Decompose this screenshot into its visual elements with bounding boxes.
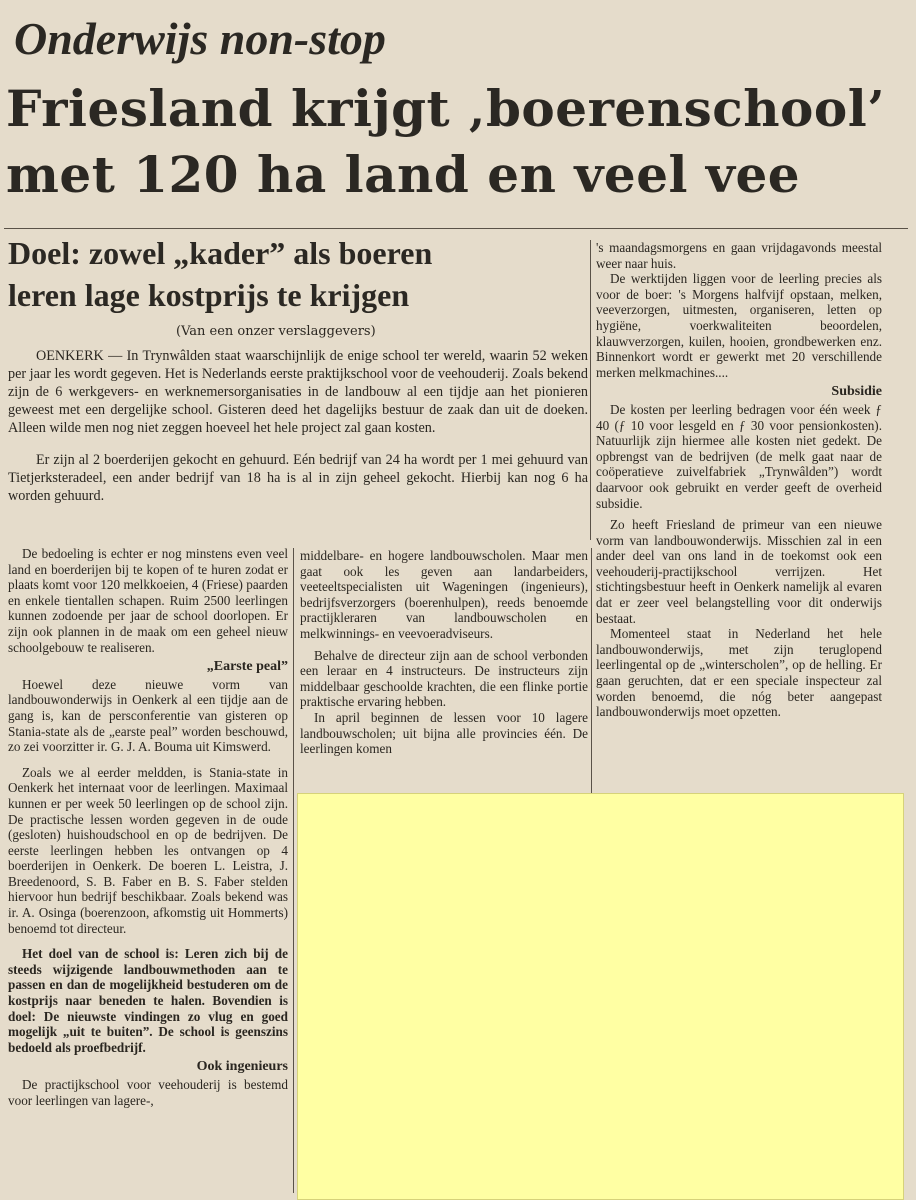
highlight-placeholder-box xyxy=(297,793,904,1200)
headline-line-2: met 120 ha land en veel vee xyxy=(6,145,801,204)
headline-rule xyxy=(4,228,908,229)
body-paragraph: 's maandagsmorgens en gaan vrijdagavonds meestal weer naar huis. xyxy=(596,240,882,271)
kicker-title: Onderwijs non-stop xyxy=(14,13,386,64)
body-paragraph: Zo heeft Friesland de primeur van een nieuwe vorm van landbouwonderwijs. Misschien zal in een ander deel van ons land in de toekomst ook een veehouderij-practijkschool verrijzen. Het stichtingsbestuur heeft in Oenkerk namelijk al evaren dat er zeer veel belangstelling voor dit onderwijs bestaat. xyxy=(596,517,882,626)
subheadline xyxy=(8,232,568,316)
lead-paragraph: OENKERK — In Trynwâlden staat waarschijnlijk de enige school ter wereld, waarin 52 weken per jaar les wordt gegeven. Het is Nederlands eerste praktijkschool voor de veehouderij. Zoals bekend zijn de 6 werkgevers- en werknemersorganisaties in de landbouw al een tijdje aan het pionieren geweest met een dergelijke school. Gisteren deed het dagelijks bestuur de zaak dan uit de doeken. Alleen wilde men nog niet zeggen hoeveel het hele project zal gaan kosten. xyxy=(8,348,588,436)
body-paragraph: De bedoeling is echter er nog minstens even veel land en boerderijen bij te kopen of te huren zodat er plaats komt voor 120 melkkoeien, 4 (Friese) paarden en enkele tientallen schapen. Ruim 2500 leerlingen kunnen zodoende per jaar de school doorlopen. Er zijn ook plannen in de maak om een geheel nieuw schoolgebouw te realiseren. xyxy=(8,546,288,655)
lead-text xyxy=(8,347,588,505)
section-subhead: Ook ingenieurs xyxy=(196,1059,288,1075)
body-paragraph: In april beginnen de lessen voor 10 lagere landbouwscholen; uit bijna alle provincies één. De leerlingen komen xyxy=(300,709,588,757)
body-paragraph: De practijkschool voor veehouderij is bestemd voor leerlingen van lagere-, xyxy=(8,1077,288,1108)
subhead-line-1: Doel: zowel „kader” als boeren xyxy=(8,235,433,271)
body-paragraph: Behalve de directeur zijn aan de school verbonden een leraar en 4 instructeurs. De instructeurs zijn middelbaar geschoolde krachten, die een flinke portie praktische ervaring hebben. xyxy=(300,647,588,710)
body-paragraph: Momenteel staat in Nederland het hele landbouwonderwijs, met zijn teruglopend leerlingental op de „winterscholen”, op de helling. Er gaan geruchten, dat er een speciale inspecteur zal worden benoemd, die nóg beter aangepast landbouwonderwijs moet opzetten. xyxy=(596,626,882,720)
column-3 xyxy=(596,240,882,720)
column-rule xyxy=(590,240,591,540)
column-rule xyxy=(293,548,294,1193)
lead-paragraph: Er zijn al 2 boerderijen gekocht en gehuurd. Eén bedrijf van 24 ha wordt per 1 mei gehuurd van Tietjerksteradeel, een ander bedrijf van 18 ha is al in zijn geheel gekocht. Hierbij kan nog 6 ha worden gehuurd. xyxy=(8,452,588,504)
column-rule xyxy=(591,548,592,793)
column-1 xyxy=(8,546,288,1108)
body-paragraph: Zoals we al eerder meldden, is Stania-state in Oenkerk het internaat voor de leerlingen. Maximaal kunnen er per week 50 leerlingen op de school zijn. De practische lessen worden gegeven in de oude (gesloten) huishoudschool en op de bedrijven. De eerste leerlingen hebben les ontvangen op 4 boerderijen in Oenkerk. De boeren L. Leistra, J. Breedenoord, S. B. Faber en B. S. Faber stelden hiervoor hun bedrijf beschikbaar. Zoals bekend was ir. A. Osinga (boerenzoon, afkomstig uit Hommerts) benoemd tot directeur. xyxy=(8,764,288,936)
bold-paragraph: Het doel van de school is: Leren zich bij de steeds wijzigende landbouwmethoden aan te passen en dan de mogelijkheid bestuderen om de kostprijs naar beneden te halen. Bovendien is doel: De nieuwste vindingen zo vlug en goed mogelijk „uit te buiten”. De school is geenszins bedoeld als proefbedrijf. xyxy=(8,946,288,1055)
headline-line-1: Friesland krijgt ‚boerenschool’ xyxy=(6,79,886,138)
body-paragraph: De werktijden liggen voor de leerling precies als voor de boer: 's Morgens halfvijf opstaan, melken, veeverzorgen, uitmesten, organiseren, letten op hygiëne, voerkwaliteiten beoordelen, klauwverzorgen, kuilen, hooien, grondbewerken enz. Binnenkort wordt er gewerkt met 20 verschillende merken melkmachines.... xyxy=(596,271,882,380)
subhead-line-2: leren lage kostprijs te krijgen xyxy=(8,277,410,313)
section-subhead: „Earste peal” xyxy=(206,659,288,675)
body-paragraph: Hoewel deze nieuwe vorm van landbouwonderwijs in Oenkerk al een tijdje aan de gang is, kan de persconferentie van gisteren op Stania-state als de „earste peal” worden beschouwd, zo zei voorzitter ir. G. J. A. Bouma uit Kimswerd. xyxy=(8,676,288,755)
body-paragraph: De kosten per leerling bedragen voor één week ƒ 40 (ƒ 10 voor lesgeld en ƒ 30 voor pensionkosten). Natuurlijk zijn hiermee alle kosten niet gedekt. De opbrengst van de bedrijven (de melk gaat naar de coöperatieve zuivelfabriek „Trynwâlden”) wordt daarvoor ook gebruikt en verder geeft de overheid subsidie. xyxy=(596,401,882,511)
byline: (Van een onzer verslaggevers) xyxy=(176,324,376,339)
body-paragraph: middelbare- en hogere landbouwscholen. Maar men gaat ook les geven aan landarbeiders, veeteeltspecialisten uit Wageningen (ingenieurs), bedrijfsverzorgers (boerenhulpen), reeds benoemde practijkleraren van landbouwscholen en melkwinnings- en veevoeradviseurs. xyxy=(300,548,588,641)
column-2 xyxy=(300,548,588,757)
headline xyxy=(6,76,906,208)
section-subhead: Subsidie xyxy=(831,384,882,400)
